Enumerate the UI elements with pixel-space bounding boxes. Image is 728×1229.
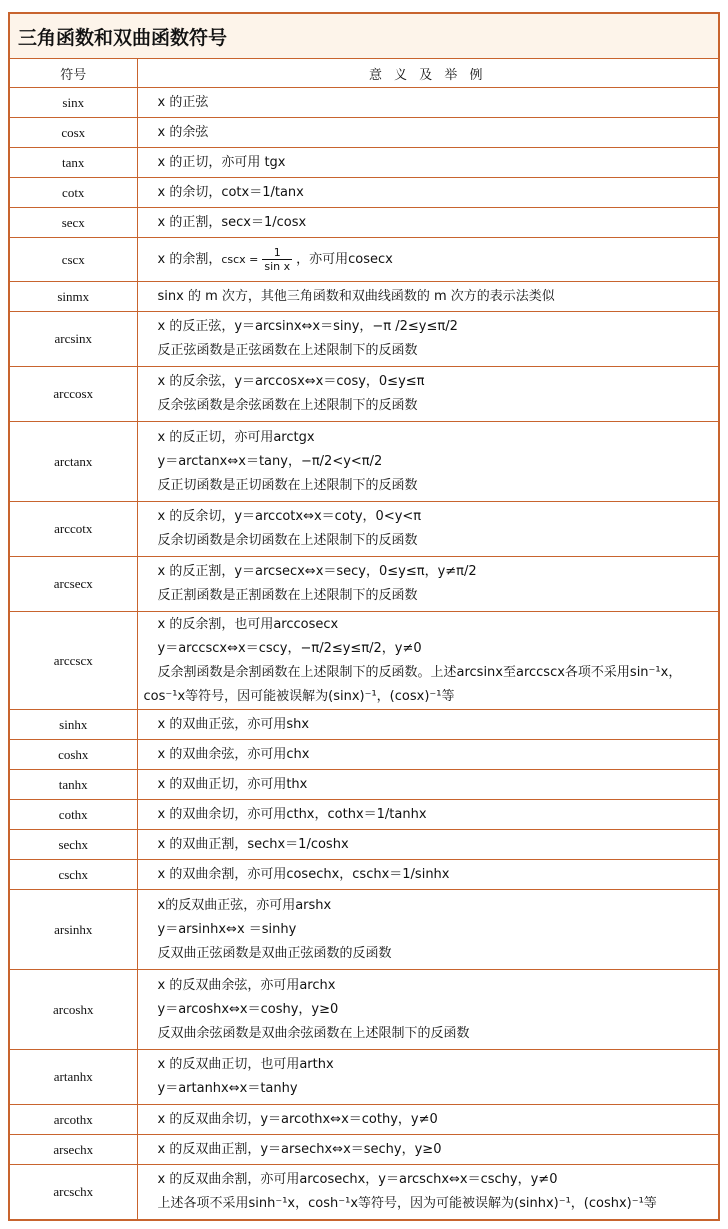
- meaning-line: 反余切函数是余切函数在上述限制下的反函数: [157, 533, 418, 548]
- meaning-cell: [137, 238, 719, 282]
- meaning-line: x 的反双曲余弦，亦可用archx: [157, 977, 336, 993]
- symbol-cell: arsinhx: [9, 890, 137, 970]
- meaning-text: ，亦可用cosecx: [296, 252, 393, 267]
- symbol-cell: arccscx: [9, 612, 137, 710]
- meaning-cell: [137, 970, 719, 1050]
- symbol-cell: arcschx: [9, 1165, 137, 1220]
- meaning-line: x的反双曲正弦，亦可用arshx: [157, 897, 332, 913]
- table-row: [9, 1165, 719, 1220]
- symbol-table-container: [8, 12, 720, 1221]
- meaning-line: x 的反双曲余切，y＝arcothx⇔x＝cothy，y≠0: [157, 1111, 438, 1127]
- meaning-cell: [137, 740, 719, 770]
- table-row: [9, 770, 719, 800]
- meaning-cell: [137, 557, 719, 612]
- meaning-line: [158, 246, 713, 273]
- symbol-cell: arccotx: [9, 502, 137, 557]
- meaning-cell: [137, 1135, 719, 1165]
- meaning-cell: [137, 367, 719, 422]
- meaning-line: x 的反正弦，y＝arcsinx⇔x＝siny，−π /2≤y≤π/2: [157, 319, 458, 334]
- table-row: [9, 1050, 719, 1105]
- meaning-line: y＝arsinhx⇔x ＝sinhy: [157, 921, 297, 937]
- header-meaning: 意 义 及 举 例: [137, 59, 719, 88]
- table-row: [9, 1135, 719, 1165]
- symbol-cell: arcothx: [9, 1105, 137, 1135]
- symbol-cell: arsechx: [9, 1135, 137, 1165]
- meaning-line: sinx 的 m 次方，其他三角函数和双曲线函数的 m 次方的表示法类似: [157, 288, 555, 304]
- table-row: [9, 502, 719, 557]
- meaning-line: x 的余弦: [157, 124, 209, 140]
- meaning-line: x 的双曲正弦，亦可用shx: [157, 716, 310, 732]
- table-row: [9, 312, 719, 367]
- meaning-cell: [137, 502, 719, 557]
- symbol-cell: arcoshx: [9, 970, 137, 1050]
- meaning-cell: [137, 1165, 719, 1220]
- meaning-cell: [137, 860, 719, 890]
- meaning-line: x 的双曲正切，亦可用thx: [157, 776, 308, 792]
- meaning-line: x 的反正切，亦可用arctgx: [157, 429, 315, 445]
- table-row: [9, 282, 719, 312]
- meaning-cell: [137, 148, 719, 178]
- meaning-line: x 的正切，亦可用 tgx: [157, 154, 286, 170]
- table-row: [9, 557, 719, 612]
- meaning-line: 反正切函数是正切函数在上述限制下的反函数: [157, 477, 418, 493]
- table-row: [9, 1105, 719, 1135]
- meaning-line: x 的余切，cotx＝1/tanx: [157, 184, 304, 200]
- symbol-cell: tanhx: [9, 770, 137, 800]
- symbol-cell: cosx: [9, 118, 137, 148]
- table-row: [9, 238, 719, 282]
- meaning-cell: [137, 612, 719, 710]
- meaning-line: 反双曲余弦函数是双曲余弦函数在上述限制下的反函数: [157, 1025, 470, 1041]
- meaning-line: y＝arcoshx⇔x＝coshy，y≥0: [157, 1001, 339, 1017]
- meaning-cell: [137, 178, 719, 208]
- csc-formula-lhs: cscx =: [221, 253, 259, 266]
- symbol-cell: artanhx: [9, 1050, 137, 1105]
- table-row: [9, 367, 719, 422]
- table-row: [9, 710, 719, 740]
- table-row: [9, 830, 719, 860]
- symbol-cell: arctanx: [9, 422, 137, 502]
- meaning-line: x 的反双曲正割，y＝arsechx⇔x＝sechy，y≥0: [157, 1141, 442, 1157]
- table-row: [9, 860, 719, 890]
- meaning-line: 反正割函数是正割函数在上述限制下的反函数: [157, 588, 418, 603]
- meaning-cell: [137, 890, 719, 970]
- meaning-line: 反双曲正弦函数是双曲正弦函数的反函数: [157, 945, 392, 961]
- table-row: [9, 118, 719, 148]
- meaning-line: x 的反双曲正切，也可用arthx: [157, 1057, 334, 1072]
- meaning-line: x 的双曲正割，sechx＝1/coshx: [157, 836, 349, 852]
- table-row: [9, 800, 719, 830]
- symbol-cell: sinhx: [9, 710, 137, 740]
- meaning-line: y＝artanhx⇔x＝tanhy: [157, 1081, 298, 1096]
- header-symbol: 符号: [9, 59, 137, 88]
- meaning-cell: [137, 800, 719, 830]
- meaning-line: 反余弦函数是余弦函数在上述限制下的反函数: [157, 398, 418, 413]
- meaning-line: 反正弦函数是正弦函数在上述限制下的反函数: [157, 343, 418, 358]
- symbol-cell: cotx: [9, 178, 137, 208]
- table-row: [9, 970, 719, 1050]
- meaning-line: x 的反余弦，y＝arccosx⇔x＝cosy，0≤y≤π: [157, 374, 425, 389]
- symbol-cell: coshx: [9, 740, 137, 770]
- symbol-cell: sechx: [9, 830, 137, 860]
- fraction-numerator: 1: [262, 246, 292, 260]
- meaning-cell: [137, 710, 719, 740]
- meaning-cell: [137, 208, 719, 238]
- meaning-cell: [137, 422, 719, 502]
- table-row: [9, 740, 719, 770]
- table-title: 三角函数和双曲函数符号: [9, 13, 719, 59]
- meaning-line: 上述各项不采用sinh⁻¹x，cosh⁻¹x等符号，因为可能被误解为(sinhx)⁻¹，(coshx)⁻¹等: [157, 1195, 657, 1211]
- table-body: [9, 88, 719, 1220]
- table-row: [9, 612, 719, 710]
- meaning-line: x 的双曲余切，亦可用cthx，cothx＝1/tanhx: [157, 806, 427, 822]
- table-row: [9, 178, 719, 208]
- symbol-cell: sinmx: [9, 282, 137, 312]
- table-row: [9, 208, 719, 238]
- meaning-cell: [137, 1105, 719, 1135]
- meaning-line: x 的反正割，y＝arcsecx⇔x＝secy，0≤y≤π，y≠π/2: [157, 564, 477, 579]
- meaning-line: x 的双曲余割，亦可用cosechx，cschx＝1/sinhx: [157, 866, 450, 882]
- meaning-cell: [137, 88, 719, 118]
- symbol-cell: sinx: [9, 88, 137, 118]
- table-row: [9, 88, 719, 118]
- meaning-line: cos⁻¹x等符号，因可能被误解为(sinx)⁻¹，(cosx)⁻¹等: [143, 688, 455, 704]
- csc-fraction: [262, 246, 292, 273]
- meaning-line: x 的正割，secx＝1/cosx: [157, 214, 307, 230]
- meaning-line: x 的双曲余弦，亦可用chx: [157, 746, 310, 762]
- symbol-cell: cschx: [9, 860, 137, 890]
- meaning-text: x 的余割，: [157, 252, 222, 267]
- meaning-cell: [137, 1050, 719, 1105]
- meaning-line: x 的正弦: [157, 94, 209, 110]
- symbol-cell: secx: [9, 208, 137, 238]
- symbol-cell: arccosx: [9, 367, 137, 422]
- table-row: [9, 422, 719, 502]
- meaning-line: y＝arccscx⇔x＝cscy，−π/2≤y≤π/2，y≠0: [157, 640, 422, 656]
- meaning-line: x 的反余切，y＝arccotx⇔x＝coty，0<y<π: [157, 509, 422, 524]
- meaning-line: x 的反双曲余割，亦可用arcosechx，y＝arcschx⇔x＝cschy，y≠0: [157, 1171, 558, 1187]
- symbol-cell: cothx: [9, 800, 137, 830]
- meaning-line: 反余割函数是余割函数在上述限制下的反函数。上述arcsinx至arccscx各项不采用sin⁻¹x，: [157, 664, 682, 680]
- meaning-cell: [137, 118, 719, 148]
- meaning-line: y＝arctanx⇔x＝tany，−π/2<y<π/2: [157, 453, 383, 469]
- meaning-line: x 的反余割，也可用arccosecx: [157, 616, 339, 632]
- meaning-cell: [137, 830, 719, 860]
- symbol-table: [8, 12, 720, 1221]
- symbol-cell: arcsinx: [9, 312, 137, 367]
- table-row: [9, 890, 719, 970]
- meaning-cell: [137, 312, 719, 367]
- table-row: [9, 148, 719, 178]
- symbol-cell: cscx: [9, 238, 137, 282]
- meaning-cell: [137, 282, 719, 312]
- symbol-cell: tanx: [9, 148, 137, 178]
- fraction-denominator: sin x: [264, 260, 291, 273]
- meaning-cell: [137, 770, 719, 800]
- symbol-cell: arcsecx: [9, 557, 137, 612]
